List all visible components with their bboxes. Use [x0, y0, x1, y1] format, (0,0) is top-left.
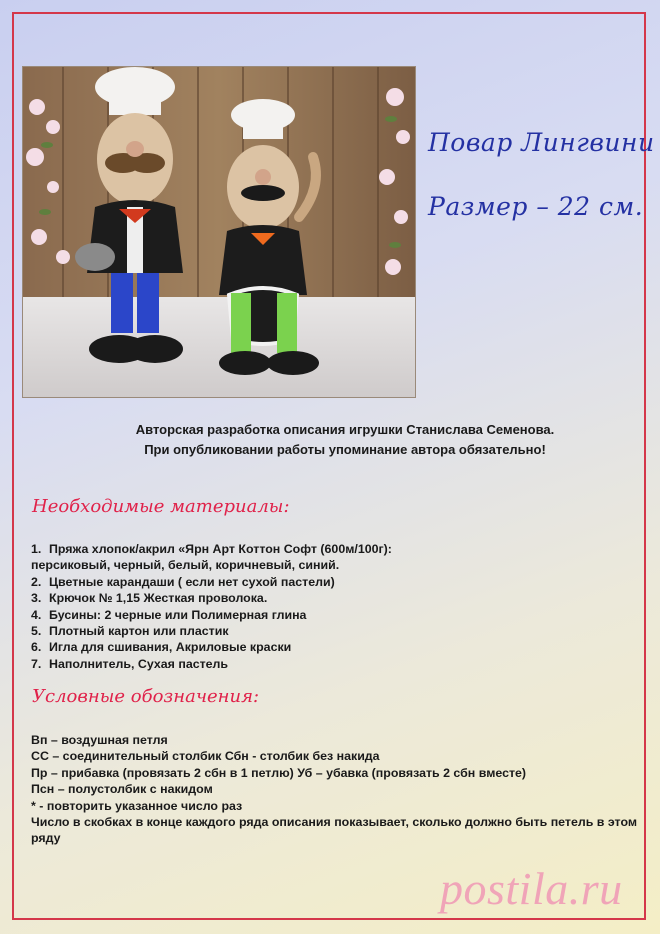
item-text: Наполнитель, Сухая пастель: [49, 656, 229, 671]
item-number: 1.: [31, 542, 42, 556]
item-text: Игла для сшивания, Акриловые краски: [49, 640, 292, 655]
item-text: Пряжа хлопок/акрил «Ярн Арт Коттон Софт (600м/100г):: [49, 542, 392, 556]
author-note-line: Авторская разработка описания игрушки Станислава Семенова.: [135, 422, 555, 437]
chef-toys-illustration: [23, 67, 415, 397]
toy-photo: [22, 66, 416, 398]
materials-list: [31, 541, 641, 672]
list-item: [31, 574, 641, 590]
item-text: Цветные карандаши ( если нет сухой пастели): [49, 574, 335, 589]
item-number: 3.: [31, 591, 42, 606]
list-item: [31, 541, 641, 557]
item-number: 5.: [31, 624, 42, 639]
legend-line: СС – соединительный столбик Сбн - столбик без накида: [31, 749, 380, 764]
author-note: [30, 420, 660, 460]
list-item: [31, 656, 641, 672]
item-text: персиковый, черный, белый, коричневый, синий.: [31, 558, 340, 573]
item-text: Крючок № 1,15 Жесткая проволока.: [49, 591, 268, 606]
legend-line: Псн – полустолбик с накидом: [31, 782, 213, 797]
watermark-logo: postila.ru: [440, 863, 623, 914]
item-number: 7.: [31, 656, 42, 671]
list-item: [31, 590, 641, 606]
item-number: 6.: [31, 640, 42, 655]
legend-line: Пр – прибавка (провязать 2 сбн в 1 петлю) Уб – убавка (провязать 2 сбн вместе): [31, 765, 527, 780]
materials-heading: Необходимые материалы:: [32, 496, 290, 517]
legend-line: Число в скобках в конце каждого ряда описания показывает, сколько должно быть петель в этом ряду: [31, 815, 638, 846]
item-number: 4.: [31, 607, 42, 622]
list-item: [31, 623, 641, 639]
toy-size: Размер – 22 см.: [428, 192, 644, 221]
toy-title: Повар Лингвини: [428, 128, 655, 157]
legend-heading: Условные обозначения:: [32, 686, 260, 707]
item-text: Бусины: 2 черные или Полимерная глина: [49, 607, 307, 622]
author-note-line: При опубликовании работы упоминание автора обязательно!: [144, 442, 546, 457]
legend-line: Вп – воздушная петля: [31, 733, 168, 747]
item-text: Плотный картон или пластик: [49, 624, 229, 639]
legend-line: * - повторить указанное число раз: [31, 798, 243, 813]
item-number: 2.: [31, 574, 42, 589]
list-item: [31, 639, 641, 655]
list-item: [31, 557, 641, 573]
list-item: [31, 607, 641, 623]
legend-list: [31, 732, 641, 847]
